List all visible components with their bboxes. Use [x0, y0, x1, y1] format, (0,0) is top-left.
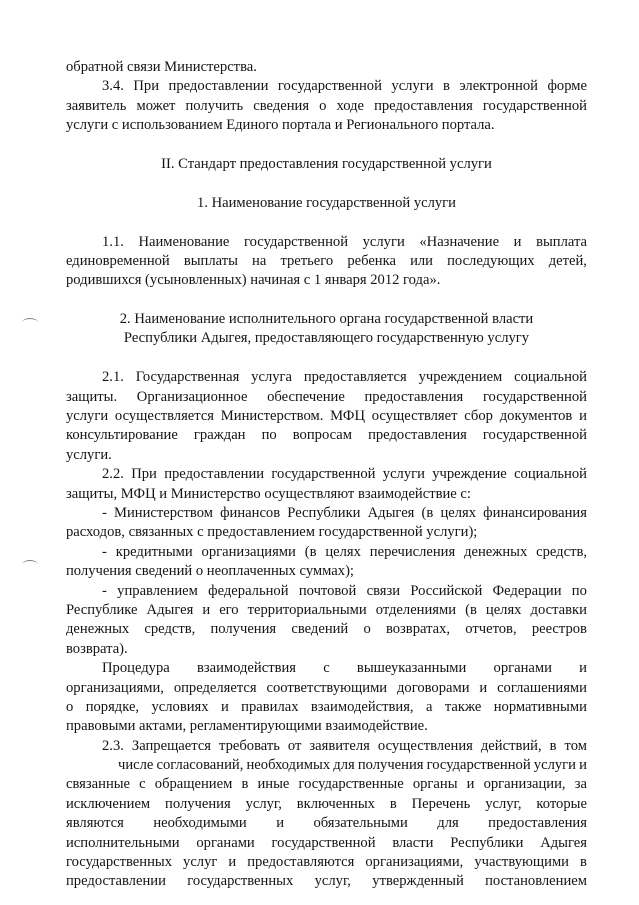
blank-line	[66, 349, 587, 368]
text-line: обратной связи Министерства.	[66, 59, 257, 75]
text-line: II. Стандарт предоставления государственной услуги	[161, 155, 492, 172]
text-line: являются необходимыми и обязательными для предоставления	[66, 815, 587, 832]
text-line: государственных услуг и предоставляются организациями, участвующими в	[66, 854, 587, 871]
text-line: денежных средств, получения сведений о возвратах, отчетов, реестров	[66, 621, 587, 638]
paragraph	[66, 582, 587, 660]
text-line: 2.1. Государственная услуга предоставляется учреждением социальной	[102, 369, 587, 386]
text-line: - кредитными организациями (в целях перечисления денежных средств,	[102, 543, 587, 560]
text-line: Процедура взаимодействия с вышеуказанными органами и	[102, 660, 587, 677]
text-line: 1. Наименование государственной услуги	[197, 194, 456, 211]
section-heading	[66, 155, 587, 174]
paragraph	[66, 368, 587, 465]
text-line: - Министерством финансов Республики Адыгея (в целях финансирования	[102, 504, 587, 521]
paragraph	[66, 659, 587, 737]
text-line: предоставлении государственных услуг, утвержденный постановлением	[66, 873, 587, 890]
text-line: 1.1. Наименование государственной услуги «Назначение и выплата	[102, 233, 587, 250]
paragraph	[66, 543, 587, 582]
text-line: защиты, МФЦ и Министерство осуществляют взаимодействие с:	[66, 485, 471, 502]
text-line: Республики Адыгея, предоставляющего государственную услугу	[123, 330, 530, 347]
text-line: родившихся (усыновленных) начиная с 1 января 2012 года».	[66, 272, 441, 289]
text-line: Республике Адыгея и его территориальными отделениями (в целях доставки	[66, 601, 587, 618]
blank-line	[66, 136, 587, 155]
document-body	[66, 58, 587, 892]
section-heading	[66, 310, 587, 349]
paragraph	[66, 233, 587, 291]
text-line: 3.4. При предоставлении государственной услуги в электронной форме	[102, 78, 587, 95]
text-line: числе согласований, необходимых для получения государственной услуги и	[118, 757, 587, 774]
text-line: связанные с обращением в иные государственные органы и организации, за	[66, 776, 587, 793]
paragraph	[66, 58, 587, 77]
scan-mark	[22, 560, 38, 569]
text-line: исполнительными органами государственной власти Республики Адыгея	[66, 834, 587, 851]
text-line: расходов, связанных с предоставлением государственной услуги);	[66, 524, 478, 541]
text-line: заявитель может получить сведения о ходе предоставления государственной	[66, 97, 587, 114]
paragraph	[66, 504, 587, 543]
paragraph	[66, 737, 587, 892]
text-line: получения сведений о неоплаченных суммах);	[66, 563, 354, 580]
blank-line	[66, 291, 587, 310]
paragraph	[66, 77, 587, 135]
text-line: услуги.	[66, 446, 112, 463]
text-line: консультирование граждан по вопросам предоставления государственной	[66, 427, 587, 444]
text-line: исключением получения услуг, включенных в Перечень услуг, которые	[66, 795, 587, 812]
text-line: возврата).	[66, 640, 128, 657]
text-line: 2.2. При предоставлении государственной услуги учреждение социальной	[102, 466, 587, 483]
blank-line	[66, 213, 587, 232]
text-line: 2.3. Запрещается требовать от заявителя осуществления действий, в том	[102, 737, 587, 754]
text-line: организациями, определяется соответствующими договорами и соглашениями	[66, 679, 587, 696]
text-line: 2. Наименование исполнительного органа государственной власти	[119, 311, 534, 328]
blank-line	[66, 174, 587, 193]
text-line: услуги осуществляется Министерством. МФЦ осуществляет сбор документов и	[66, 408, 587, 425]
text-line: защиты. Организационное обеспечение предоставления государственной	[66, 388, 587, 405]
scan-mark	[22, 318, 38, 327]
section-heading	[66, 194, 587, 213]
paragraph	[66, 465, 587, 504]
text-line: услуги с использованием Единого портала и Регионального портала.	[66, 117, 495, 134]
text-line: правовыми актами, регламентирующими взаимодействие.	[66, 718, 428, 735]
text-line: - управлением федеральной почтовой связи Российской Федерации по	[102, 582, 587, 599]
text-line: о порядке, условиях и правилах взаимодействия, а также нормативными	[66, 698, 587, 715]
text-line: единовременной выплаты на третьего ребенка или последующих детей,	[66, 252, 587, 269]
